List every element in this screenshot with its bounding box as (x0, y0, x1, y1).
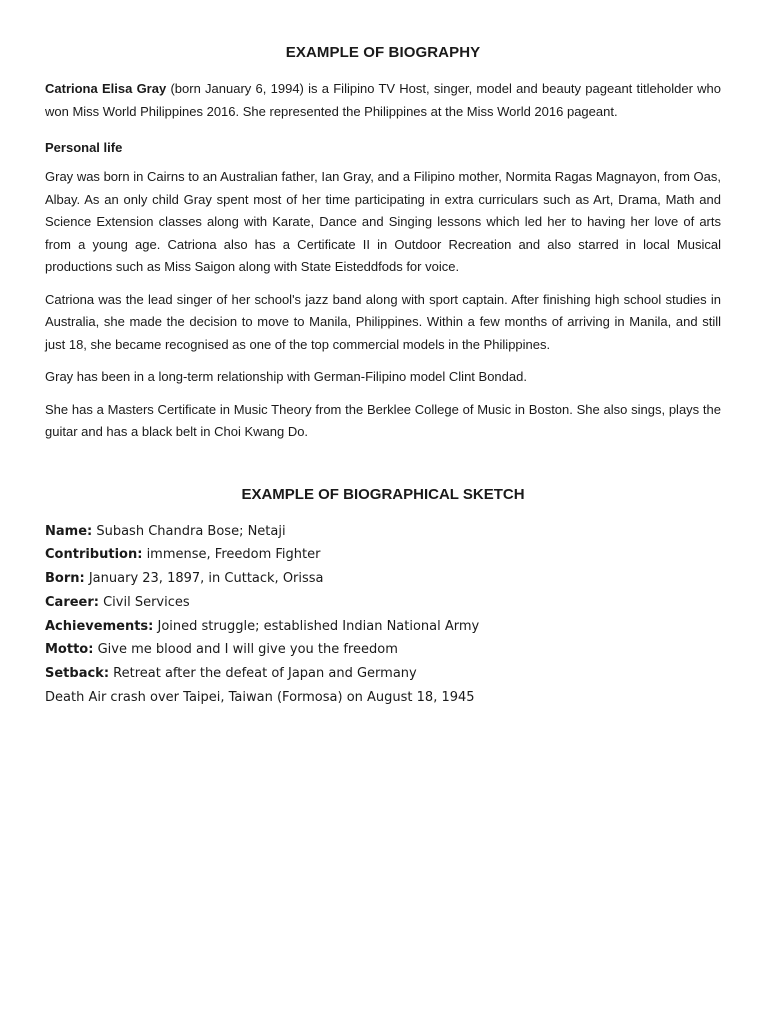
personal-life-heading: Personal life (45, 140, 123, 155)
field-value: Subash Chandra Bose; Netaji (92, 523, 286, 539)
field-label: Name: (45, 523, 93, 539)
field-label: Born: (45, 571, 85, 587)
document-page (45, 44, 721, 710)
sketch-list (45, 520, 721, 710)
sketch-row-setback (45, 662, 721, 686)
field-label: Motto: (45, 642, 94, 658)
sketch-title: EXAMPLE OF BIOGRAPHICAL SKETCH (241, 485, 525, 503)
field-label: Career: (45, 594, 99, 610)
sketch-row-name (45, 520, 721, 544)
field-value: January 23, 1897, in Cuttack, Orissa (84, 571, 324, 587)
paragraph: Gray was born in Cairns to an Australian father, Ian Gray, and a Filipino mother, Normita Ragas Magnayon, from Oas, Albay. As an only child Gray spent most of her time participating in extra curriculars such as Art, Drama, Math and Science Extension classes along with Karate, Dance and Singing lessons which led her to having her love of arts from a young age. Catriona also has a Certificate II in Outdoor Recreation and also starred in local Musical productions such as Miss Saigon along with State Eisteddfods for voice. (45, 169, 721, 274)
field-value: Joined struggle; established Indian National Army (153, 618, 480, 634)
paragraph: Catriona was the lead singer of her school's jazz band along with sport captain. After finishing high school studies in Australia, she made the decision to move to Manila, Philippines. Within a few months of arriving in Manila, and still just 18, she became recognised as one of the top commercial models in the Philippines. (45, 291, 721, 352)
field-value: immense, Freedom Fighter (142, 547, 321, 563)
field-label: Contribution: (45, 547, 143, 563)
subject-name: Catriona Elisa Gray (45, 81, 167, 96)
sketch-row-born (45, 567, 721, 591)
biography-intro (45, 78, 721, 123)
field-value: Death Air crash over Taipei, Taiwan (Formosa) on August 18, 1945 (45, 690, 475, 706)
sketch-row-career (45, 591, 721, 615)
paragraph: She has a Masters Certificate in Music Theory from the Berklee College of Music in Boston. She also sings, plays the guitar and has a black belt in Choi Kwang Do. (45, 401, 721, 439)
paragraph: Gray has been in a long-term relationship with German-Filipino model Clint Bondad. (45, 369, 527, 384)
sketch-row-death (45, 686, 721, 710)
sketch-row-contribution (45, 543, 721, 567)
field-value: Give me blood and I will give you the freedom (93, 642, 398, 658)
intro-text: (born January 6, 1994) is a Filipino TV Host, singer, model and beauty pageant titleholder who won Miss World Philippines 2016. She represented the Philippines at the Miss World 2016 pageant. (45, 81, 721, 119)
field-value: Civil Services (98, 594, 190, 610)
biography-title: EXAMPLE OF BIOGRAPHY (285, 44, 481, 61)
sketch-row-motto (45, 638, 721, 662)
field-value: Retreat after the defeat of Japan and Germany (109, 666, 417, 682)
field-label: Setback: (45, 666, 110, 682)
field-label: Achievements: (45, 618, 154, 634)
sketch-row-achievements (45, 615, 721, 639)
